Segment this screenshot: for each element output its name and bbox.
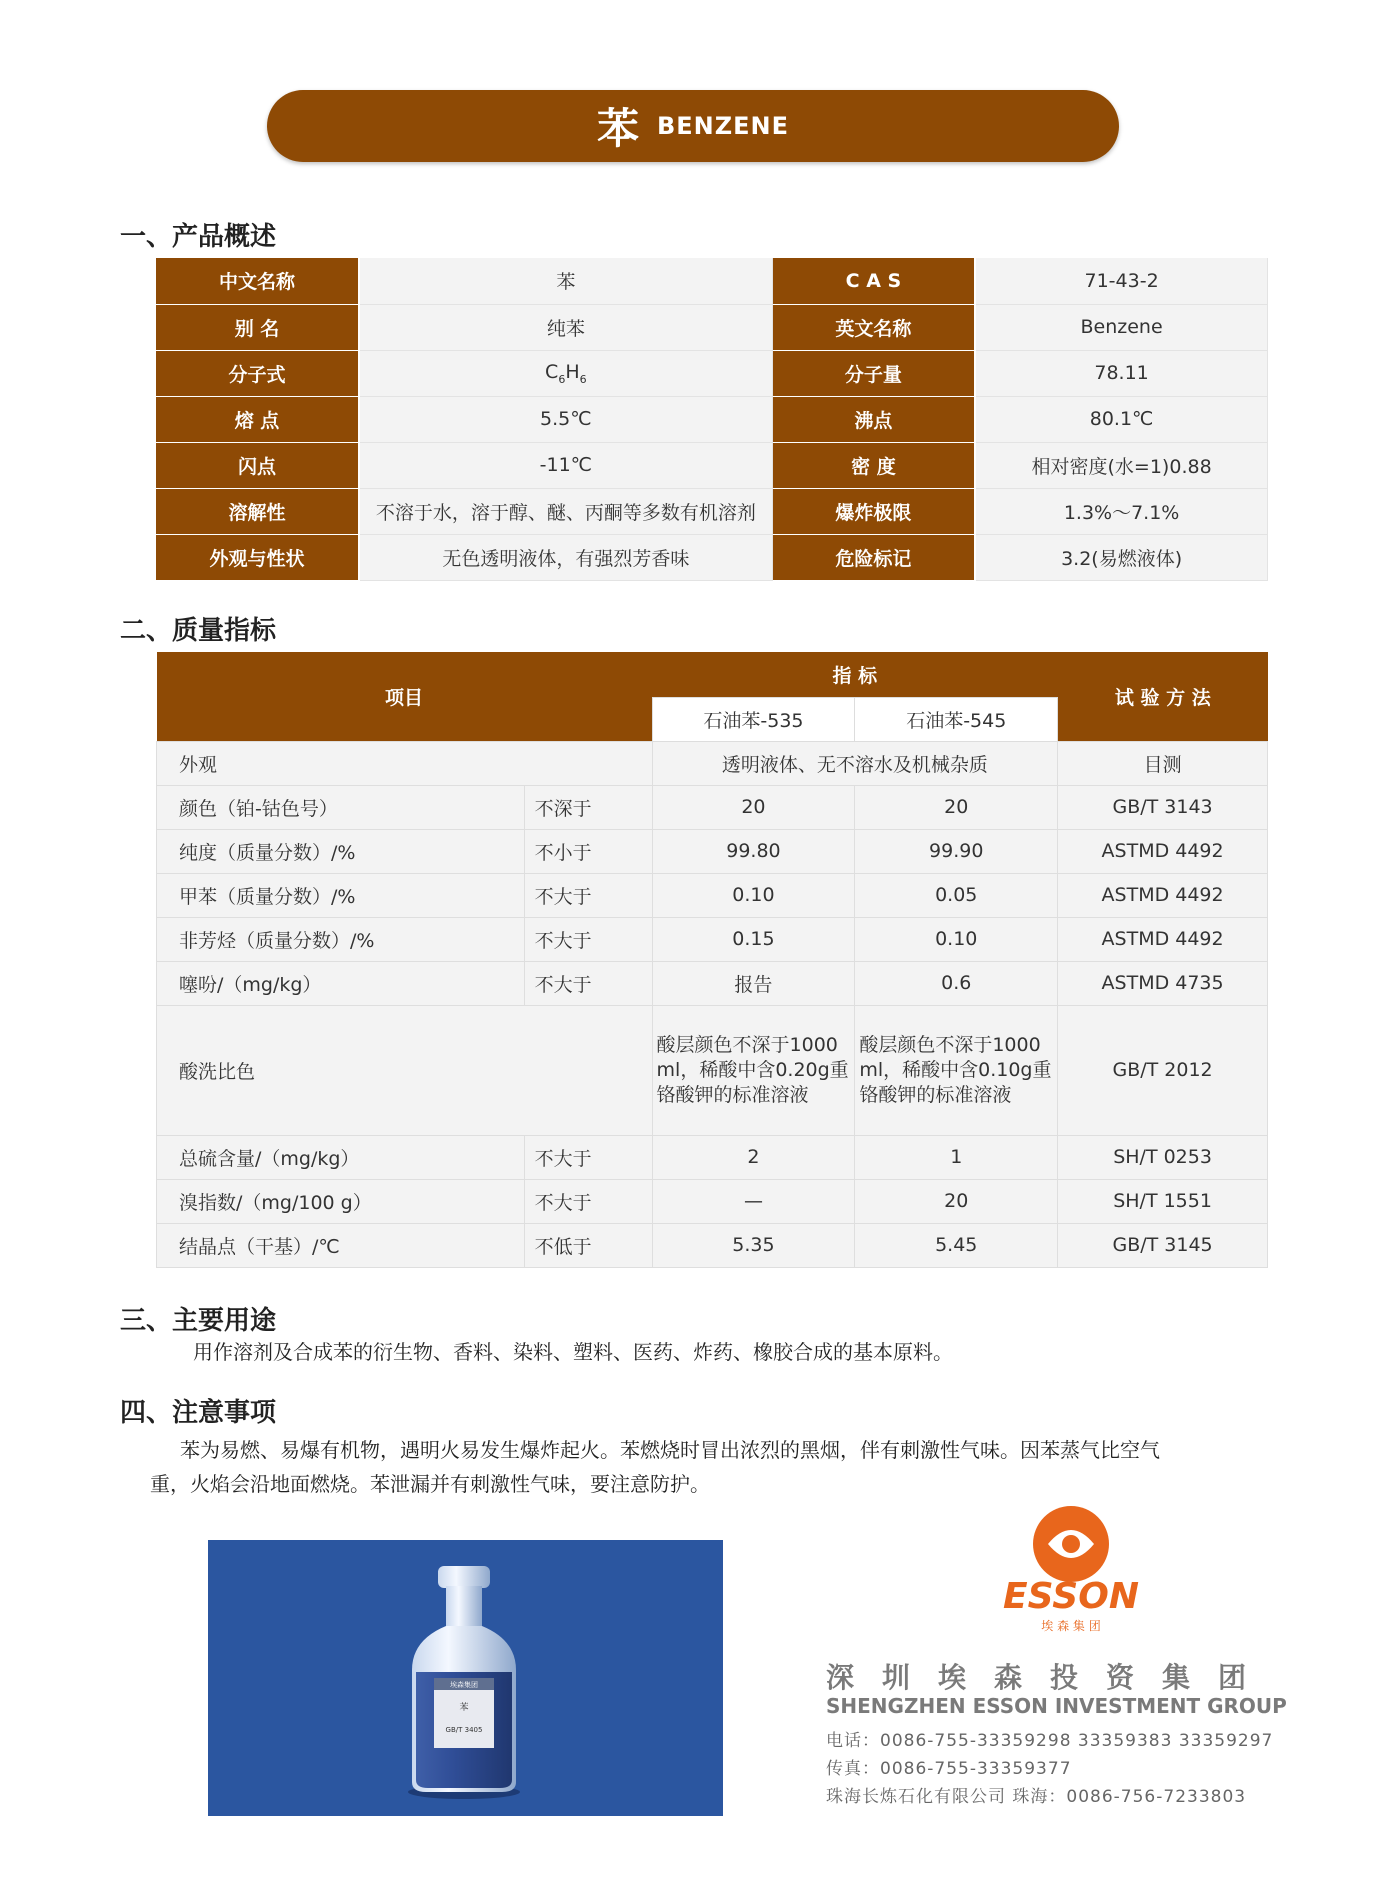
overview-value: $C_6H_6$ [359,350,772,396]
row-item: 甲苯（质量分数）/% [157,873,525,917]
section-overview-heading: 一、产品概述 [120,222,277,252]
bottle-label-product: 苯 [459,1703,469,1713]
overview-row [156,304,1268,350]
header-index: 指 标 [652,652,1058,697]
row-item: 外观 [157,741,653,785]
overview-row [156,350,1268,396]
table-row [157,961,1268,1005]
section-quality-heading: 二、质量指标 [120,616,277,646]
table-row [157,829,1268,873]
contact-fax: 传真：0086-755-33359377 [826,1759,1072,1779]
row-condition: 不大于 [524,1135,652,1179]
overview-label: 英文名称 [772,304,975,350]
row-method: ASTMD 4735 [1058,961,1268,1005]
row-condition: 不大于 [524,1179,652,1223]
row-grade-535: 0.15 [652,917,855,961]
overview-value: 1.3%～7.1% [975,488,1267,534]
header-grade-535: 石油苯-535 [652,697,855,741]
bottle-label-standard: GB/T 3405 [445,1726,483,1734]
overview-row [156,258,1268,304]
overview-label: 分子量 [772,350,975,396]
row-item: 溴指数/（mg/100 g） [157,1179,525,1223]
row-method: GB/T 3143 [1058,785,1268,829]
notes-text-line1: 苯为易燃、易爆有机物，遇明火易发生爆炸起火。苯燃烧时冒出浓烈的黑烟，伴有刺激性气味。因苯蒸气比空气 [180,1438,1160,1462]
overview-label: 危险标记 [772,534,975,580]
overview-value: 无色透明液体，有强烈芳香味 [359,534,772,580]
overview-table [156,258,1268,581]
overview-value: 不溶于水，溶于醇、醚、丙酮等多数有机溶剂 [359,488,772,534]
row-grade-535: 2 [652,1135,855,1179]
row-grade-545: 0.6 [855,961,1058,1005]
row-condition: 不深于 [524,785,652,829]
table-row [157,1223,1268,1267]
overview-value: 纯苯 [359,304,772,350]
row-method: ASTMD 4492 [1058,829,1268,873]
contact-branch: 珠海长炼石化有限公司 珠海：0086-756-7233803 [826,1787,1247,1807]
bottle-image [406,1560,522,1800]
row-condition: 不低于 [524,1223,652,1267]
row-item: 非芳烃（质量分数）/% [157,917,525,961]
contact-phone: 电话：0086-755-33359298 33359383 33359297 [826,1731,1274,1751]
table-row [157,917,1268,961]
title-chinese: 苯 [596,104,639,153]
esson-logo [986,1498,1156,1638]
row-grade-545: 99.90 [855,829,1058,873]
header-item: 项目 [157,652,653,741]
notes-text-line2: 重，火焰会沿地面燃烧。苯泄漏并有刺激性气味，要注意防护。 [150,1472,710,1496]
row-condition: 不大于 [524,917,652,961]
row-method: SH/T 1551 [1058,1179,1268,1223]
overview-label: 闪点 [156,442,359,488]
row-condition: 不大于 [524,961,652,1005]
row-grade-535: — [652,1179,855,1223]
overview-value: 3.2(易燃液体) [975,534,1267,580]
row-grade-535: 20 [652,785,855,829]
overview-label: 沸点 [772,396,975,442]
row-grade-545: 5.45 [855,1223,1058,1267]
row-method: ASTMD 4492 [1058,873,1268,917]
company-name-english: SHENGZHEN ESSON INVESTMENT GROUP [826,1694,1287,1718]
row-item: 结晶点（干基）/℃ [157,1223,525,1267]
overview-row [156,488,1268,534]
overview-value: 71-43-2 [975,258,1267,304]
overview-row [156,396,1268,442]
overview-label: 外观与性状 [156,534,359,580]
overview-label: 分子式 [156,350,359,396]
row-grade-545: 0.10 [855,917,1058,961]
overview-value: 苯 [359,258,772,304]
row-method: SH/T 0253 [1058,1135,1268,1179]
row-method: GB/T 3145 [1058,1223,1268,1267]
overview-label: C A S [772,258,975,304]
overview-label: 密 度 [772,442,975,488]
overview-label: 熔 点 [156,396,359,442]
row-grade-535: 0.10 [652,873,855,917]
row-method: ASTMD 4492 [1058,917,1268,961]
table-row [157,1135,1268,1179]
row-item: 噻吩/（mg/kg） [157,961,525,1005]
row-grade-545: 1 [855,1135,1058,1179]
row-grade-535: 酸层颜色不深于1000 ml，稀酸中含0.20g重铬酸钾的标准溶液 [652,1005,855,1135]
usage-text: 用作溶剂及合成苯的衍生物、香料、染料、塑料、医药、炸药、橡胶合成的基本原料。 [193,1340,953,1364]
overview-label: 溶解性 [156,488,359,534]
header-method: 试 验 方 法 [1058,652,1268,741]
section-usage-heading: 三、主要用途 [120,1306,277,1336]
overview-value: 78.11 [975,350,1267,396]
table-row [157,1179,1268,1223]
overview-label: 别 名 [156,304,359,350]
bottle-label-brand: 埃森集团 [450,1681,478,1689]
row-method: 目测 [1058,741,1268,785]
overview-row [156,534,1268,580]
row-grade-545: 20 [855,1179,1058,1223]
row-item: 颜色（铂-钴色号） [157,785,525,829]
row-grade-535: 99.80 [652,829,855,873]
company-name-chinese: 深圳埃森投资集团 [826,1661,1275,1694]
header-grade-545: 石油苯-545 [855,697,1058,741]
row-grade-545: 酸层颜色不深于1000 ml，稀酸中含0.10g重铬酸钾的标准溶液 [855,1005,1058,1135]
row-item: 酸洗比色 [157,1005,653,1135]
row-grade-535: 5.35 [652,1223,855,1267]
section-notes-heading: 四、注意事项 [120,1398,277,1428]
overview-row [156,442,1268,488]
overview-value: 80.1℃ [975,396,1267,442]
row-condition: 不大于 [524,873,652,917]
row-grade-535: 报告 [652,961,855,1005]
logo-wordmark: ESSON [1003,1576,1139,1617]
table-row [157,785,1268,829]
overview-value: -11℃ [359,442,772,488]
row-method: GB/T 2012 [1058,1005,1268,1135]
title-banner [267,90,1119,162]
product-photo [208,1540,723,1816]
overview-label: 中文名称 [156,258,359,304]
row-condition: 不小于 [524,829,652,873]
overview-value: 5.5℃ [359,396,772,442]
overview-value: 相对密度(水=1)0.88 [975,442,1267,488]
table-row [157,741,1268,785]
row-item: 总硫含量/（mg/kg） [157,1135,525,1179]
title-english: BENZENE [656,112,790,140]
row-item: 纯度（质量分数）/% [157,829,525,873]
row-grade-545: 20 [855,785,1058,829]
row-grade-545: 0.05 [855,873,1058,917]
row-value: 透明液体、无不溶水及机械杂质 [652,741,1058,785]
overview-label: 爆炸极限 [772,488,975,534]
table-row [157,1005,1268,1135]
logo-subtext: 埃 森 集 团 [1041,1619,1101,1633]
overview-value: Benzene [975,304,1267,350]
table-row [157,873,1268,917]
quality-table [156,652,1268,1268]
